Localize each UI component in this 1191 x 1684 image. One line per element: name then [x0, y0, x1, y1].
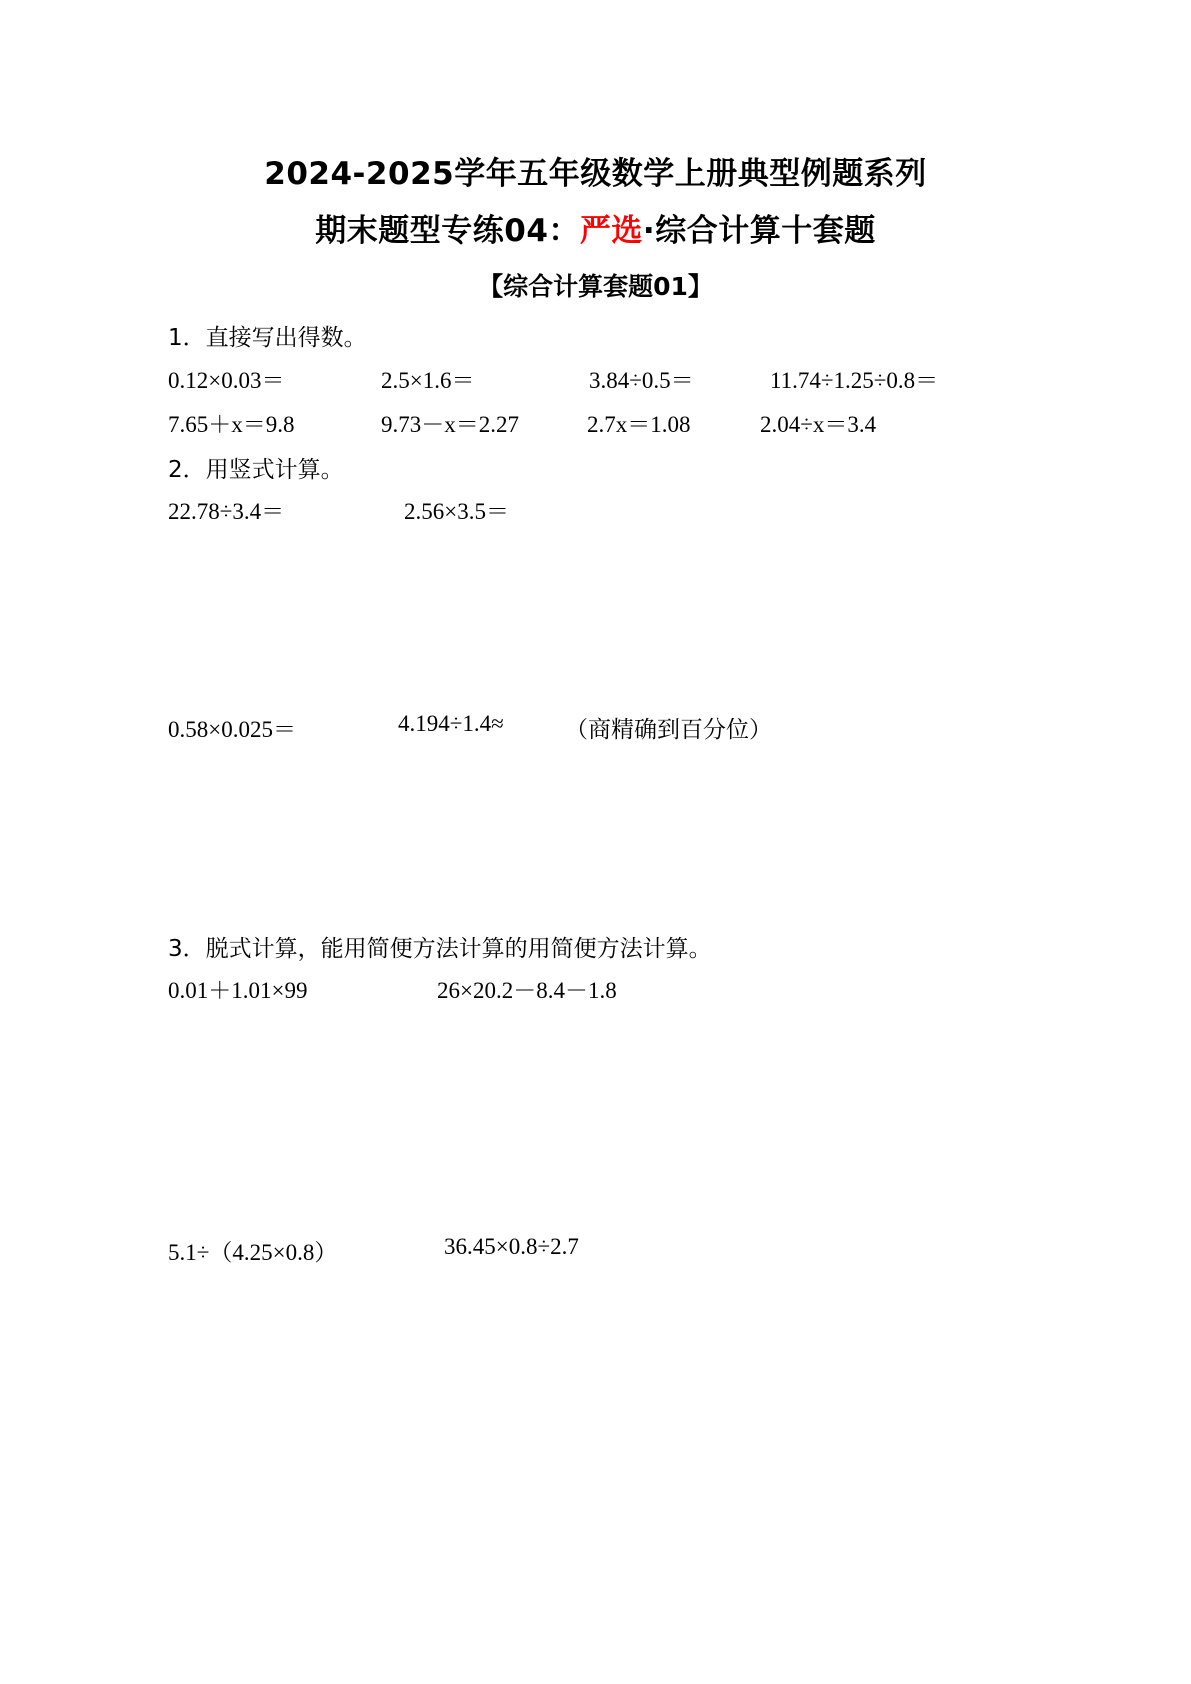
q1-expression: 0.12×0.03＝ [168, 368, 285, 393]
q1-equation: 9.73－x＝2.27 [381, 412, 519, 437]
q3-expression: 26×20.2－8.4－1.8 [437, 978, 617, 1003]
subtitle-prefix: 期末题型专练04： [315, 213, 580, 249]
document-title [0, 148, 1191, 193]
q1-expression: 11.74÷1.25÷0.8＝ [770, 368, 939, 393]
subtitle-highlight: 严选 [579, 213, 643, 249]
q1-equation: 2.04÷x＝3.4 [760, 412, 877, 437]
section-title: 【综合计算套题01】 [478, 272, 713, 301]
question-1-prompt: 1．直接写出得数。 [168, 325, 367, 351]
question-3-prompt: 3．脱式计算，能用简便方法计算的用简便方法计算。 [168, 936, 712, 962]
q2-expression: 4.194÷1.4≈ [398, 711, 504, 736]
q2-expression: 2.56×3.5＝ [404, 499, 509, 524]
q1-equation: 2.7x＝1.08 [587, 412, 691, 437]
q2-expression: 22.78÷3.4＝ [168, 499, 285, 524]
title-line1: 2024-2025学年五年级数学上册典型例题系列 [264, 156, 927, 192]
q3-expression: 0.01＋1.01×99 [168, 978, 308, 1003]
q1-expression: 2.5×1.6＝ [381, 368, 475, 393]
q1-equation: 7.65＋x＝9.8 [168, 412, 295, 437]
q1-expression: 3.84÷0.5＝ [589, 368, 694, 393]
q3-expression: 5.1÷（4.25×0.8） [168, 1240, 338, 1265]
q3-expression: 36.45×0.8÷2.7 [444, 1234, 579, 1259]
question-2-prompt: 2．用竖式计算。 [168, 457, 344, 483]
subtitle-suffix: ·综合计算十套题 [642, 213, 876, 249]
q2-expression: 0.58×0.025＝ [168, 717, 296, 742]
document-subtitle [0, 205, 1191, 250]
q2-rounding-note: （商精确到百分位） [565, 717, 772, 743]
